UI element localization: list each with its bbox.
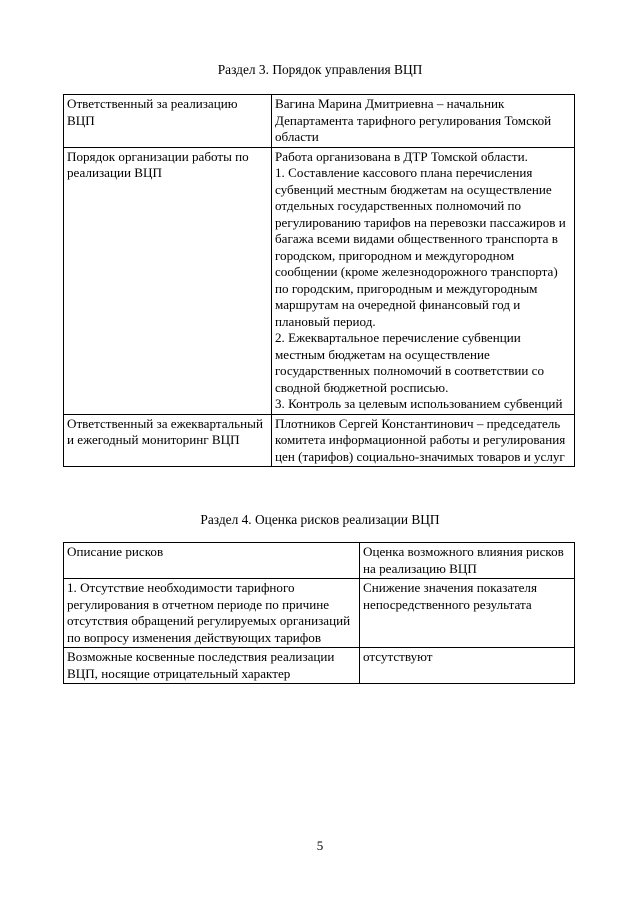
cell-line: 2. Ежеквартальное перечисление субвенции местным бюджетам на осуществление государственных полномочий в соответствии со сводной бюджетной росписью.	[275, 330, 545, 395]
risk-description: 1. Отсутствие необходимости тарифного регулирования в отчетном периоде по причине отсутствия обращений регулируемых организаций по вопросу изменения действующих тарифов	[64, 579, 360, 648]
row-value-work-order	[272, 147, 575, 414]
table-header-row	[64, 543, 575, 579]
cell-line: Работа организована в ДТР Томской области.	[275, 148, 528, 164]
section-3-title: Раздел 3. Порядок управления ВЦП	[217, 62, 423, 77]
row-label-work-order: Порядок организации работы по реализации ВЦП	[64, 147, 272, 414]
cell-line: Плотников Сергей Константинович – председатель комитета информационной работы и регулирования цен (тарифов) социально-значимых товаров и услуг	[275, 415, 566, 464]
table-row	[64, 95, 575, 148]
management-table	[63, 94, 575, 467]
row-value-responsible	[272, 95, 575, 148]
cell-line: 1. Составление кассового плана перечисления субвенций местным бюджетам на осуществление отдельных государственных полномочий по регулированию тарифов на перевозки пассажиров и багажа всеми видами общественного транспорта в городском, пригородном и междугородном сообщении (кроме железнодорожного транспорта) по городским, пригородным и междугородным маршрутам на очередной финансовый год и плановый период.	[275, 165, 566, 329]
page-number: 5	[316, 838, 324, 853]
risk-impact: отсутствуют	[360, 648, 575, 684]
section-4-title: Раздел 4. Оценка рисков реализации ВЦП	[200, 512, 440, 527]
header-risk-impact: Оценка возможного влияния рисков на реализацию ВЦП	[360, 543, 575, 579]
table-row	[64, 648, 575, 684]
table-row	[64, 147, 575, 414]
table-row	[64, 414, 575, 467]
cell-line: Вагина Марина Дмитриевна – начальник Департамента тарифного регулирования Томской области	[275, 96, 552, 144]
header-risk-description: Описание рисков	[64, 543, 360, 579]
cell-line: 3. Контроль за целевым использованием субвенций	[275, 396, 563, 411]
table-row	[64, 579, 575, 648]
row-value-monitoring	[272, 414, 575, 467]
row-label-monitoring: Ответственный за ежеквартальный и ежегодный мониторинг ВЦП	[64, 414, 272, 467]
risks-table	[63, 542, 575, 684]
risk-impact: Снижение значения показателя непосредственного результата	[360, 579, 575, 648]
row-label-responsible: Ответственный за реализацию ВЦП	[64, 95, 272, 148]
risk-description: Возможные косвенные последствия реализации ВЦП, носящие отрицательный характер	[64, 648, 360, 684]
